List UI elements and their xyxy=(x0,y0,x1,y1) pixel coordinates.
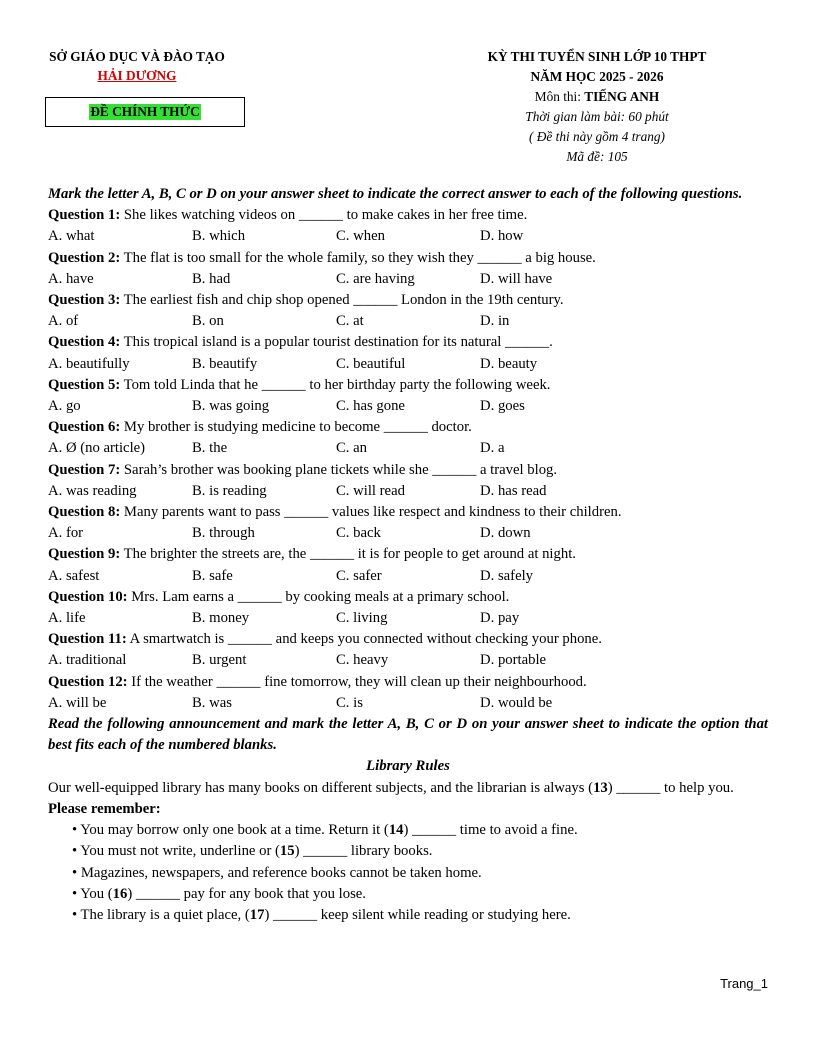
rule-text-before: • Magazines, newspapers, and reference books cannot be taken home. xyxy=(72,864,482,881)
exam-code: Mã đề: 105 xyxy=(566,149,628,164)
answer-option: A. go xyxy=(48,398,81,415)
answer-options xyxy=(48,438,768,459)
answer-option: B. urgent xyxy=(192,652,247,669)
official-label: ĐỀ CHÍNH THỨC xyxy=(90,104,200,119)
rule-list xyxy=(48,820,768,926)
answer-option: B. is reading xyxy=(192,482,267,499)
answer-option: A. have xyxy=(48,270,94,287)
answer-option: B. through xyxy=(192,525,255,542)
question-stem xyxy=(48,290,768,311)
question-list xyxy=(48,205,768,714)
rule-item xyxy=(48,905,768,926)
answer-option: D. would be xyxy=(480,694,553,711)
question-text: If the weather ______ fine tomorrow, they will clean up their neighbourhood. xyxy=(127,673,587,690)
answer-option: A. will be xyxy=(48,694,107,711)
rule-text-after: ) ______ keep silent while reading or studying here. xyxy=(264,906,571,923)
rule-text-after: ) ______ time to avoid a fine. xyxy=(403,822,578,839)
rule-item xyxy=(48,820,768,841)
answer-option: A. Ø (no article) xyxy=(48,440,146,457)
answer-options xyxy=(48,650,768,671)
question-label: Question 4: xyxy=(48,334,121,351)
remember-heading: Please remember: xyxy=(48,800,161,817)
answer-option: C. when xyxy=(336,228,385,245)
exam-duration: Thời gian làm bài: 60 phút xyxy=(525,109,669,124)
question-label: Question 7: xyxy=(48,461,121,478)
answer-options xyxy=(48,693,768,714)
province-name: HẢI DƯƠNG xyxy=(97,68,177,83)
question-stem xyxy=(48,375,768,396)
question-text: My brother is studying medicine to become ______ doctor. xyxy=(120,419,472,436)
question-label: Question 2: xyxy=(48,249,121,266)
answer-option: D. goes xyxy=(480,398,525,415)
official-exam-box xyxy=(45,97,245,127)
rule-text-before: • The library is a quiet place, ( xyxy=(72,906,250,923)
question-text: The flat is too small for the whole family, so they wish they ______ a big house. xyxy=(120,249,596,266)
answer-option: A. for xyxy=(48,525,84,542)
instruction-multiple-choice: Mark the letter A, B, C or D on your answer sheet to indicate the correct answer to each of the following questions. xyxy=(48,186,743,202)
question-stem xyxy=(48,672,768,693)
answer-option: A. traditional xyxy=(48,652,127,669)
answer-option: A. of xyxy=(48,313,79,330)
answer-option: B. which xyxy=(192,228,246,245)
question-stem xyxy=(48,544,768,565)
answer-option: C. is xyxy=(336,694,363,711)
exam-title: KỲ THI TUYỂN SINH LỚP 10 THPT xyxy=(487,49,707,64)
answer-options xyxy=(48,481,768,502)
answer-option: A. what xyxy=(48,228,95,245)
answer-options xyxy=(48,354,768,375)
rule-text-before: • You may borrow only one book at a time. Return it ( xyxy=(72,822,389,839)
school-year: NĂM HỌC 2025 - 2026 xyxy=(530,69,664,84)
answer-option: B. was going xyxy=(192,398,270,415)
intro-text-before: Our well-equipped library has many books on different subjects, and the librarian is always ( xyxy=(48,779,594,796)
answer-option: D. has read xyxy=(480,482,547,499)
question-stem xyxy=(48,417,768,438)
question-text: Mrs. Lam earns a ______ by cooking meals at a primary school. xyxy=(127,588,510,605)
answer-options xyxy=(48,269,768,290)
question-stem xyxy=(48,629,768,650)
header-left xyxy=(22,47,252,85)
question-label: Question 5: xyxy=(48,376,121,393)
answer-options xyxy=(48,311,768,332)
question-label: Question 10: xyxy=(48,588,128,605)
answer-options xyxy=(48,226,768,247)
answer-option: D. beauty xyxy=(480,355,538,372)
answer-option: C. back xyxy=(336,525,381,542)
answer-option: B. the xyxy=(192,440,228,457)
answer-options xyxy=(48,523,768,544)
passage-intro xyxy=(48,778,768,799)
answer-option: C. has gone xyxy=(336,398,405,415)
answer-option: A. was reading xyxy=(48,482,137,499)
pages-note: ( Đề thi này gồm 4 trang) xyxy=(529,129,665,144)
answer-option: D. pay xyxy=(480,610,520,627)
question-text: The brighter the streets are, the ______ it is for people to get around at night. xyxy=(120,546,576,563)
question-label: Question 3: xyxy=(48,292,121,309)
subject-name: TIẾNG ANH xyxy=(584,89,660,104)
question-label: Question 1: xyxy=(48,207,121,224)
answer-option: D. down xyxy=(480,525,531,542)
answer-option: C. heavy xyxy=(336,652,389,669)
answer-option: B. was xyxy=(192,694,232,711)
answer-option: D. in xyxy=(480,313,510,330)
department-name: SỞ GIÁO DỤC VÀ ĐÀO TẠO xyxy=(49,49,225,64)
answer-option: D. how xyxy=(480,228,524,245)
question-text: The earliest fish and chip shop opened ______ London in the 19th century. xyxy=(120,292,564,309)
rule-text-before: • You must not write, underline or ( xyxy=(72,843,280,860)
header-right xyxy=(444,47,750,167)
answer-option: A. beautifully xyxy=(48,355,130,372)
rule-item xyxy=(48,884,768,905)
answer-options xyxy=(48,396,768,417)
answer-option: D. will have xyxy=(480,270,553,287)
answer-option: D. portable xyxy=(480,652,547,669)
answer-option: C. living xyxy=(336,610,388,627)
answer-option: A. safest xyxy=(48,567,100,584)
subject-prefix: Môn thi: xyxy=(534,89,585,104)
answer-option: B. safe xyxy=(192,567,233,584)
answer-options xyxy=(48,566,768,587)
answer-option: B. on xyxy=(192,313,224,330)
instruction-cloze: Read the following announcement and mark the letter A, B, C or D on your answer sheet to indicate the option that best fits each of the numbered blanks. xyxy=(48,716,768,754)
subject-line xyxy=(444,87,750,107)
answer-option: C. an xyxy=(336,440,368,457)
answer-option: D. a xyxy=(480,440,505,457)
rule-item xyxy=(48,841,768,862)
answer-option: C. at xyxy=(336,313,364,330)
rule-text-before: • You ( xyxy=(72,885,113,902)
answer-option: A. life xyxy=(48,610,86,627)
blank-number: 14 xyxy=(388,822,404,839)
question-label: Question 9: xyxy=(48,546,121,563)
question-text: Sarah’s brother was booking plane tickets while she ______ a travel blog. xyxy=(120,461,558,478)
question-text: Tom told Linda that he ______ to her birthday party the following week. xyxy=(120,376,551,393)
blank-number: 15 xyxy=(279,843,295,860)
question-label: Question 12: xyxy=(48,673,128,690)
answer-option: B. had xyxy=(192,270,231,287)
question-stem xyxy=(48,460,768,481)
question-text: She likes watching videos on ______ to make cakes in her free time. xyxy=(120,207,528,224)
question-text: This tropical island is a popular tourist destination for its natural ______. xyxy=(120,334,553,351)
intro-text-after: ) ______ to help you. xyxy=(607,779,734,796)
blank-number: 17 xyxy=(249,906,265,923)
rule-text-after: ) ______ library books. xyxy=(294,843,433,860)
answer-option: C. safer xyxy=(336,567,382,584)
question-stem xyxy=(48,502,768,523)
answer-options xyxy=(48,608,768,629)
answer-option: B. beautify xyxy=(192,355,258,372)
question-text: A smartwatch is ______ and keeps you connected without checking your phone. xyxy=(126,631,602,648)
rule-item xyxy=(48,863,768,884)
question-stem xyxy=(48,587,768,608)
page-number: Trang_1 xyxy=(720,976,768,991)
blank-number: 13 xyxy=(593,779,608,796)
question-label: Question 6: xyxy=(48,419,121,436)
answer-option: D. safely xyxy=(480,567,534,584)
rule-text-after: ) ______ pay for any book that you lose. xyxy=(127,885,366,902)
blank-number: 16 xyxy=(112,885,128,902)
question-text: Many parents want to pass ______ values like respect and kindness to their children. xyxy=(120,504,622,521)
question-stem xyxy=(48,332,768,353)
question-stem xyxy=(48,248,768,269)
answer-option: C. are having xyxy=(336,270,415,287)
question-stem xyxy=(48,205,768,226)
exam-content xyxy=(48,184,768,926)
question-label: Question 11: xyxy=(48,631,127,648)
question-label: Question 8: xyxy=(48,504,121,521)
answer-option: C. beautiful xyxy=(336,355,406,372)
answer-option: B. money xyxy=(192,610,250,627)
passage-title: Library Rules xyxy=(366,758,450,775)
answer-option: C. will read xyxy=(336,482,405,499)
